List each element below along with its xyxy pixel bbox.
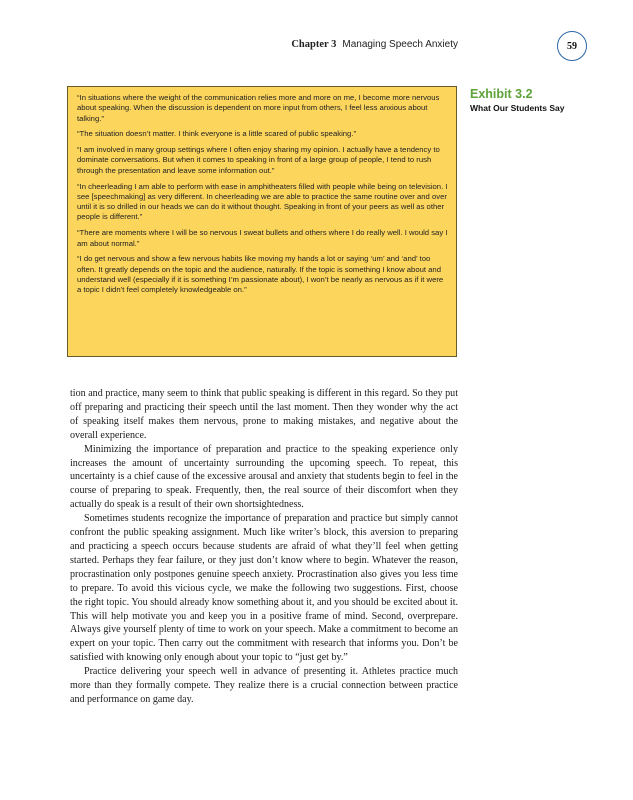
paragraph: Practice delivering your speech well in advance of presenting it. Athletes practice much more than they formally compete. They realize there is a crucial connection between practice and performance on game day.: [70, 666, 458, 705]
running-header: [291, 39, 458, 50]
quote: “There are moments where I will be so nervous I sweat bullets and others where I do really well. I would say I am about normal.”: [77, 228, 448, 248]
quote: “The situation doesn’t matter. I think everyone is a little scared of public speaking.”: [77, 129, 357, 139]
paragraph: tion and practice, many seem to think that public speaking is different in this regard. So they put off preparing and practicing their speech until the last moment. Then they wonder why the act of speaking itself makes them nervous, prone to making mistakes, and negative about the overall experience.: [70, 388, 458, 441]
page-number: 59: [557, 31, 587, 61]
chapter-label: Chapter 3: [291, 39, 337, 50]
student-quotes-box: [67, 86, 457, 357]
exhibit-caption: What Our Students Say: [470, 103, 565, 113]
exhibit-label: [470, 87, 590, 114]
exhibit-number: Exhibit 3.2: [470, 87, 533, 101]
paragraph: Sometimes students recognize the importance of preparation and practice but simply cannot confront the public speaking assignment. Much like writer’s block, this aversion to preparing and practicing a speech occurs because students are afraid of what they’ll feel when getting started. Perhaps they fear failure, or they just don’t know where to begin. Whatever the reason, procrastination only postpones genuine speech anxiety. Procrastination also gives you less time to prepare. To avoid this vicious cycle, we make the following two suggestions. First, choose the right topic. You should already know something about it, and you should be excited about it. This will help motivate you and keep you in a positive frame of mind. Second, overprepare. Always give yourself plenty of time to work on your speech. Make a commitment to become an expert on your topic. Then carry out the commitment with research that informs you. Don’t be satisfied with knowing only enough about your topic to “just get by.”: [70, 513, 458, 664]
quote: “In cheerleading I am able to perform with ease in amphitheaters filled with people while being on television. I see [speechmaking] as very different. In cheerleading we are able to practice the same routine over and over until it is so drilled in our heads we can do it without thought. Speaking in front of your peers as well as other people is different.”: [77, 181, 448, 222]
chapter-title: Managing Speech Anxiety: [342, 39, 458, 50]
paragraph: Minimizing the importance of preparation and practice to the speaking experience only increases the amount of uncertainty surrounding the upcoming speech. To repeat, this uncertainty is a chief cause of the excessive arousal and anxiety that students begin to feel in the course of preparing to speak. Frequently, then, the real source of their discomfort when they actually do speak is a result of their own shortsightedness.: [70, 443, 458, 511]
quote: “I do get nervous and show a few nervous habits like moving my hands a lot or saying ‘um’ and ‘and’ too often. It greatly depends on the topic and the audience, naturally. If the topic is something I know about and understand well (especially if it is something I’m passionate about), I won’t be nearly as nervous as if it were a topic I didn’t feel completely knowledgeable on.”: [77, 254, 444, 295]
quote: “I am involved in many group settings where I often enjoy sharing my opinion. I actually have a tendency to dominate conversations. But when it comes to speaking in front of a large group of people, I tend to rush through the presentation and leave some information out.”: [77, 145, 440, 175]
quote: “In situations where the weight of the communication relies more and more on me, I become more nervous about speaking. When the discussion is dependent on more input from others, I feel less anxious about talking.”: [77, 93, 440, 123]
body-text: [70, 387, 458, 707]
